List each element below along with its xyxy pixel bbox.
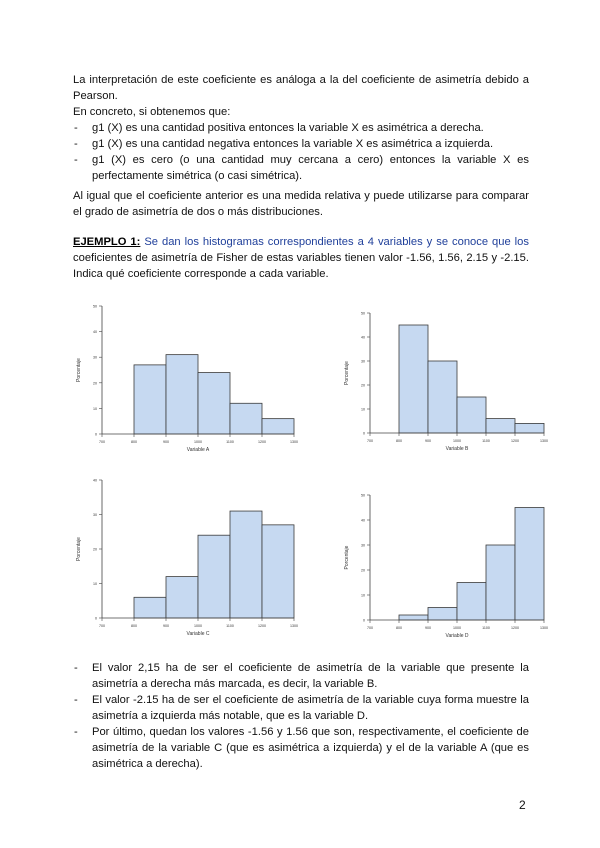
x-axis-label: Variable D xyxy=(445,633,469,639)
y-tick-label: 40 xyxy=(93,478,97,483)
histogram-variable-b xyxy=(340,305,554,455)
example-label: EJEMPLO 1: xyxy=(73,236,141,248)
x-tick-label: 1000 xyxy=(194,624,202,628)
y-tick-label: 20 xyxy=(93,547,97,552)
x-tick-label: 1300 xyxy=(540,626,548,630)
x-tick-label: 700 xyxy=(99,440,105,444)
x-axis-label: Variable A xyxy=(186,447,210,453)
y-axis-label: Porcentaje xyxy=(76,537,82,561)
x-tick-label: 800 xyxy=(131,624,137,628)
y-tick-label: 30 xyxy=(361,359,365,364)
histogram-bar xyxy=(134,597,166,618)
x-tick-label: 900 xyxy=(163,440,169,444)
page-number: 2 xyxy=(519,798,526,812)
histogram-bar xyxy=(457,583,486,621)
list-item: - El valor -2.15 ha de ser el coeficiente de asimetría de la variable cuya forma muestre la asimetría a izquierda más notable, que es la variable D. xyxy=(73,692,529,724)
paragraph-en-concreto: En concreto, si obtenemos que: xyxy=(73,106,231,118)
x-tick-label: 800 xyxy=(131,440,137,444)
histogram-bar xyxy=(428,361,457,433)
histogram-bar xyxy=(262,419,294,434)
solution-list xyxy=(73,660,529,772)
y-tick-label: 0 xyxy=(95,432,97,437)
y-tick-label: 40 xyxy=(361,518,365,523)
x-tick-label: 1100 xyxy=(482,439,490,443)
x-tick-label: 1300 xyxy=(290,440,298,444)
y-tick-label: 40 xyxy=(361,335,365,340)
histogram-bar xyxy=(515,508,544,621)
x-tick-label: 800 xyxy=(396,439,402,443)
y-tick-label: 40 xyxy=(93,330,97,335)
histogram-bar xyxy=(486,419,515,433)
y-tick-label: 20 xyxy=(361,568,365,573)
histogram-bar xyxy=(230,511,262,618)
y-axis-label: Porcentaje xyxy=(76,358,82,382)
histogram-variable-a xyxy=(72,298,304,456)
histogram-bar xyxy=(515,423,544,433)
y-tick-label: 30 xyxy=(93,355,97,360)
x-tick-label: 700 xyxy=(367,626,373,630)
x-tick-label: 1200 xyxy=(258,440,266,444)
histogram-bar xyxy=(399,325,428,433)
x-tick-label: 1100 xyxy=(226,624,234,628)
example-text: coeficientes de asimetría de Fisher de estas variables tienen valor -1.56, 1.56, 2.15 y -2.15. Indica qué coeficiente corresponde a cada variable. xyxy=(73,252,529,280)
list-item: - g1 (X) es una cantidad positiva entonces la variable X es asimétrica a derecha. xyxy=(73,120,529,136)
x-tick-label: 1200 xyxy=(258,624,266,628)
example-statement xyxy=(73,234,529,282)
paragraph-interpretation: La interpretación de este coeficiente es análoga a la del coeficiente de asimetría debido a Pearson. xyxy=(73,74,529,102)
example-title: Se dan los histogramas correspondientes a 4 variables y se conoce que los xyxy=(144,236,529,248)
list-item: - El valor 2,15 ha de ser el coeficiente de asimetría de la variable que presente la asimetría a derecha más marcada, es decir, la variable B. xyxy=(73,660,529,692)
x-axis-label: Variable B xyxy=(445,446,469,452)
solution-section xyxy=(73,660,529,772)
y-tick-label: 20 xyxy=(93,381,97,386)
x-tick-label: 1100 xyxy=(482,626,490,630)
histogram-bar xyxy=(399,615,428,620)
histogram-variable-c xyxy=(72,472,304,640)
list-item: - g1 (X) es una cantidad negativa entonces la variable X es asimétrica a izquierda. xyxy=(73,136,529,152)
y-axis-label: Porcentaje xyxy=(344,545,350,570)
y-tick-label: 50 xyxy=(361,493,365,498)
x-tick-label: 1000 xyxy=(194,440,202,444)
histogram-variable-d xyxy=(340,487,554,642)
x-tick-label: 1100 xyxy=(226,440,234,444)
comparison-section xyxy=(73,188,529,220)
x-tick-label: 900 xyxy=(425,626,431,630)
x-tick-label: 1200 xyxy=(511,439,519,443)
y-tick-label: 30 xyxy=(361,543,365,548)
histogram-bar xyxy=(198,373,230,434)
y-tick-label: 50 xyxy=(361,311,365,316)
y-tick-label: 10 xyxy=(361,407,365,412)
x-tick-label: 1300 xyxy=(290,624,298,628)
y-tick-label: 20 xyxy=(361,383,365,388)
x-tick-label: 1300 xyxy=(540,439,548,443)
x-tick-label: 1200 xyxy=(511,626,519,630)
example-section xyxy=(73,234,529,282)
histogram-bar xyxy=(262,525,294,618)
x-tick-label: 900 xyxy=(425,439,431,443)
y-tick-label: 30 xyxy=(93,513,97,517)
x-tick-label: 1000 xyxy=(453,626,461,630)
histogram-bar xyxy=(166,355,198,434)
histogram-bar xyxy=(486,545,515,620)
x-tick-label: 1000 xyxy=(453,439,461,443)
x-tick-label: 900 xyxy=(163,624,169,628)
x-tick-label: 700 xyxy=(367,439,373,443)
x-tick-label: 700 xyxy=(99,624,105,628)
y-axis-label: Porcentaje xyxy=(344,361,350,385)
y-tick-label: 0 xyxy=(363,431,365,436)
y-tick-label: 10 xyxy=(93,406,97,411)
sign-cases-list xyxy=(73,120,529,184)
y-tick-label: 50 xyxy=(93,304,97,309)
y-tick-label: 0 xyxy=(363,618,365,623)
histogram-bar xyxy=(428,608,457,621)
histogram-bar xyxy=(198,535,230,618)
y-tick-label: 0 xyxy=(95,616,97,621)
histogram-bar xyxy=(230,403,262,434)
y-tick-label: 10 xyxy=(361,593,365,598)
histogram-bar xyxy=(166,577,198,618)
histogram-bar xyxy=(457,397,486,433)
paragraph-relative-measure: Al igual que el coeficiente anterior es una medida relativa y puede utilizarse para comparar el grado de asimetría de dos o más distribuciones. xyxy=(73,190,529,218)
list-item: - Por último, quedan los valores -1.56 y 1.56 que son, respectivamente, el coeficiente de asimetría de la variable C (que es asimétrica a izquierda) y el de la variable A (que es asimétrica a derecha). xyxy=(73,724,529,772)
histogram-bar xyxy=(134,365,166,434)
x-tick-label: 800 xyxy=(396,626,402,630)
intro-section xyxy=(73,72,529,184)
x-axis-label: Variable C xyxy=(186,631,210,637)
list-item: - g1 (X) es cero (o una cantidad muy cercana a cero) entonces la variable X es perfectamente simétrica (o casi simétrica). xyxy=(73,152,529,184)
y-tick-label: 10 xyxy=(93,582,97,586)
